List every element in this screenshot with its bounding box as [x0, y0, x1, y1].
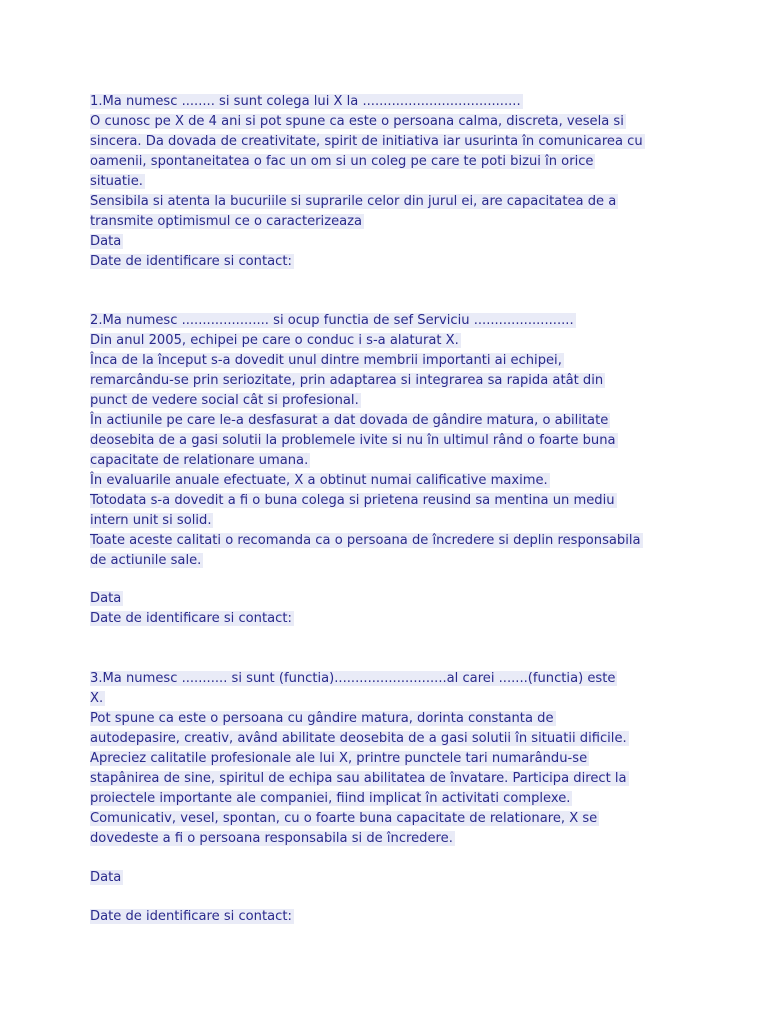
letter-3-contact-label: Date de identificare si contact:: [90, 909, 292, 924]
letter-1-line: [90, 132, 645, 151]
letter-3-body-text: stapânirea de sine, spiritul de echipa sau abilitatea de învatare. Participa direct la: [90, 771, 627, 786]
letter-2-contact-label: Date de identificare si contact:: [90, 611, 292, 626]
letter-3-line: [90, 907, 294, 926]
letter-2-body-text: În actiunile pe care le-a desfasurat a dat dovada de gândire matura, o abilitate: [90, 413, 609, 428]
letter-2-line: [90, 411, 610, 430]
letter-2-line: [90, 351, 564, 370]
letter-3-line: [90, 809, 599, 828]
letter-3-line: [90, 729, 629, 748]
letter-2-line: [90, 531, 643, 550]
letter-2-line: [90, 589, 123, 608]
letter-3-date-label: Data: [90, 870, 122, 885]
letter-3-line: [90, 769, 629, 788]
letter-2-body-text: Înca de la început s-a dovedit unul dintre membrii importanti ai echipei,: [90, 353, 562, 368]
letter-2-body-text: remarcându-se prin seriozitate, prin adaptarea si integrarea sa rapida atât din: [90, 373, 604, 388]
letter-3-line: [90, 749, 589, 768]
letter-3-body-text: dovedeste a fi o persoana responsabila si de încredere.: [90, 831, 453, 846]
letter-3-line: [90, 689, 105, 708]
letter-2-line: [90, 471, 550, 490]
letter-3-body-text: Pot spune ca este o persoana cu gândire matura, dorinta constanta de: [90, 711, 554, 726]
letter-2-body-text: intern unit si solid.: [90, 513, 212, 528]
letter-2-line: [90, 391, 361, 410]
letter-2-line: [90, 609, 294, 628]
letter-2-date-label: Data: [90, 591, 122, 606]
letter-2-body-text: În evaluarile anuale efectuate, X a obtinut numai calificative maxime.: [90, 473, 548, 488]
letter-1-line: [90, 252, 294, 271]
letter-2-body-text: Toate aceste calitati o recomanda ca o persoana de încredere si deplin responsabila: [90, 533, 641, 548]
letter-2-body-text: Totodata s-a dovedit a fi o buna colega si prietena reusind sa mentina un mediu: [90, 493, 615, 508]
letter-3-body-text: Apreciez calitatile profesionale ale lui X, printre punctele tari numarându-se: [90, 751, 588, 766]
letter-3-line: [90, 829, 455, 848]
letter-1-line: [90, 152, 595, 171]
letter-1-intro-text: 1.Ma numesc ........ si sunt colega lui X la ......................................: [90, 94, 521, 109]
letter-3-body-text: Comunicativ, vesel, spontan, cu o foarte buna capacitate de relationare, X se: [90, 811, 598, 826]
letter-3-line: [90, 789, 572, 808]
letter-1-contact-label: Date de identificare si contact:: [90, 254, 292, 269]
letter-2-line: [90, 431, 618, 450]
letter-1-body-text: oamenii, spontaneitatea o fac un om si un coleg pe care te poti bizui în orice: [90, 154, 594, 169]
letter-1-body-text: O cunosc pe X de 4 ani si pot spune ca este o persoana calma, discreta, vesela si: [90, 114, 624, 129]
letter-1-line: [90, 92, 523, 111]
letter-1-body-text: sincera. Da dovada de creativitate, spirit de initiativa iar usurinta în comunicarea cu: [90, 134, 643, 149]
letter-1-line: [90, 112, 626, 131]
letter-3-line: [90, 669, 617, 688]
letter-1-body-text: Sensibila si atenta la bucuriile si suprarile celor din jurul ei, are capacitatea de a: [90, 194, 617, 209]
letter-2-line: [90, 491, 617, 510]
letter-2-body-text: punct de vedere social cât si profesional.: [90, 393, 359, 408]
letter-1-date-label: Data: [90, 234, 122, 249]
letter-1-line: [90, 232, 123, 251]
letter-2-intro-text: 2.Ma numesc ..................... si ocup functia de sef Serviciu ........................: [90, 313, 574, 328]
letter-2-line: [90, 511, 213, 530]
letter-3-line: [90, 868, 123, 887]
letter-2-body-text: Din anul 2005, echipei pe care o conduc i s-a alaturat X.: [90, 333, 459, 348]
letter-1-body-text: transmite optimismul ce o caracterizeaza: [90, 214, 363, 229]
letter-1-line: [90, 172, 145, 191]
letter-1-body-text: situatie.: [90, 174, 143, 189]
letter-1-line: [90, 192, 618, 211]
letter-2-line: [90, 331, 461, 350]
letter-3-intro-text: 3.Ma numesc ........... si sunt (functia)...........................al carei .......(functia) este: [90, 671, 616, 686]
letter-3-body-text: X.: [90, 691, 104, 706]
letter-3-body-text: autodepasire, creativ, având abilitate deosebita de a gasi solutii în situatii dificile.: [90, 731, 627, 746]
letter-1-line: [90, 212, 364, 231]
letter-2-body-text: capacitate de relationare umana.: [90, 453, 309, 468]
letter-2-line: [90, 311, 576, 330]
letter-3-line: [90, 709, 556, 728]
letter-2-body-text: deosebita de a gasi solutii la problemele ivite si nu în ultimul rând o foarte buna: [90, 433, 616, 448]
letter-2-body-text: de actiunile sale.: [90, 553, 202, 568]
letter-3-body-text: proiectele importante ale companiei, fiind implicat în activitati complexe.: [90, 791, 571, 806]
letter-2-line: [90, 451, 310, 470]
letter-2-line: [90, 371, 605, 390]
letter-2-line: [90, 551, 203, 570]
